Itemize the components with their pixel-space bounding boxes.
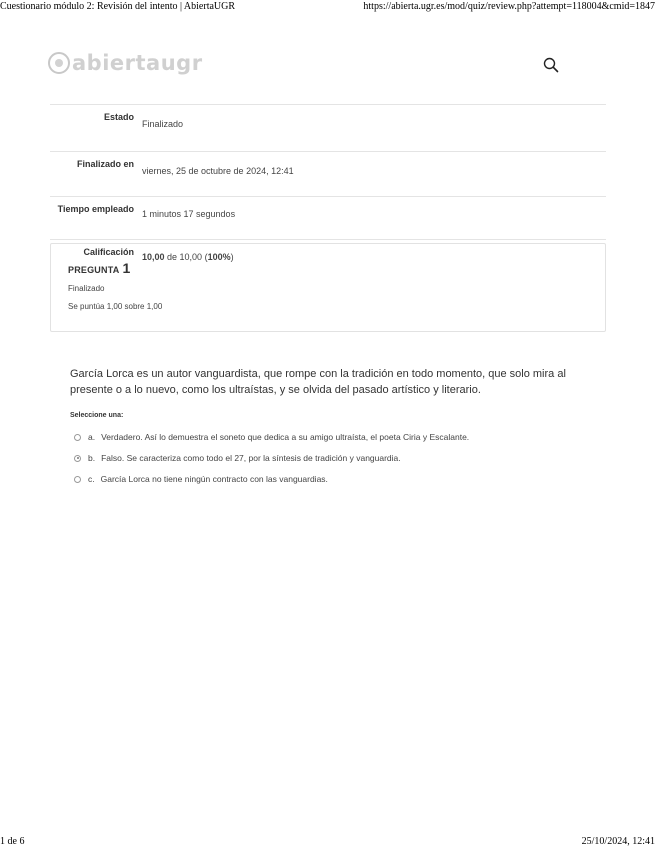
radio-button-selected[interactable] <box>74 455 81 462</box>
radio-button[interactable] <box>74 476 81 483</box>
score-percent: 100% <box>207 252 231 262</box>
logo-mark-icon <box>48 52 70 74</box>
answer-option-c[interactable] <box>74 472 469 486</box>
question-grade: Se puntúa 1,00 sobre 1,00 <box>68 302 163 311</box>
search-icon[interactable] <box>543 57 559 73</box>
question-state: Finalizado <box>68 284 105 293</box>
question-info-box <box>50 243 606 332</box>
score-close: ) <box>230 252 234 262</box>
score-rest: de 10,00 ( <box>164 252 208 262</box>
answer-option-a[interactable] <box>74 430 469 444</box>
option-text: Verdadero. Así lo demuestra el soneto que dedica a su amigo ultraísta, el poeta Ciria y Escalante. <box>101 432 470 442</box>
score-value: 10,00 <box>142 252 165 262</box>
print-footer <box>0 836 655 847</box>
site-logo[interactable] <box>48 52 203 74</box>
summary-value: 1 minutos 17 segundos <box>138 197 606 240</box>
page-number: 1 de 6 <box>0 836 25 847</box>
answer-prompt: Seleccione una: <box>70 412 124 419</box>
option-text: Falso. Se caracteriza como todo el 27, por la síntesis de tradición y vanguardia. <box>101 453 401 463</box>
summary-label: Estado <box>50 105 138 152</box>
summary-label: Calificación <box>50 240 138 279</box>
print-title: Cuestionario módulo 2: Revisión del intento | AbiertaUGR <box>0 1 236 12</box>
summary-label: Tiempo empleado <box>50 197 138 240</box>
logo-text: abiertaugr <box>72 50 203 75</box>
option-letter: b. <box>88 453 96 463</box>
summary-label: Finalizado en <box>50 152 138 197</box>
question-label: PREGUNTA <box>68 265 120 275</box>
option-letter: a. <box>88 432 96 442</box>
summary-row-tiempo <box>50 197 606 240</box>
answer-option-b[interactable] <box>74 451 469 465</box>
summary-row-finalizado-en <box>50 152 606 197</box>
option-text: García Lorca no tiene ningún contracto con las vanguardias. <box>100 474 328 484</box>
print-url: https://abierta.ugr.es/mod/quiz/review.php?attempt=118004&cmid=1847 <box>363 1 655 12</box>
question-text: García Lorca es un autor vanguardista, que rompe con la tradición en todo momento, que solo mira al presente o a lo nuevo, como los ultraístas, y se olvida del pasado artístico y literario. <box>70 368 566 396</box>
question-number-value: 1 <box>122 260 131 276</box>
summary-row-estado <box>50 105 606 152</box>
question-number <box>68 260 130 276</box>
summary-value: viernes, 25 de octubre de 2024, 12:41 <box>138 152 606 197</box>
radio-button[interactable] <box>74 434 81 441</box>
option-letter: c. <box>88 474 95 484</box>
answer-options <box>74 430 469 493</box>
print-header <box>0 1 655 12</box>
summary-value: Finalizado <box>138 105 606 152</box>
print-datetime: 25/10/2024, 12:41 <box>581 836 655 847</box>
